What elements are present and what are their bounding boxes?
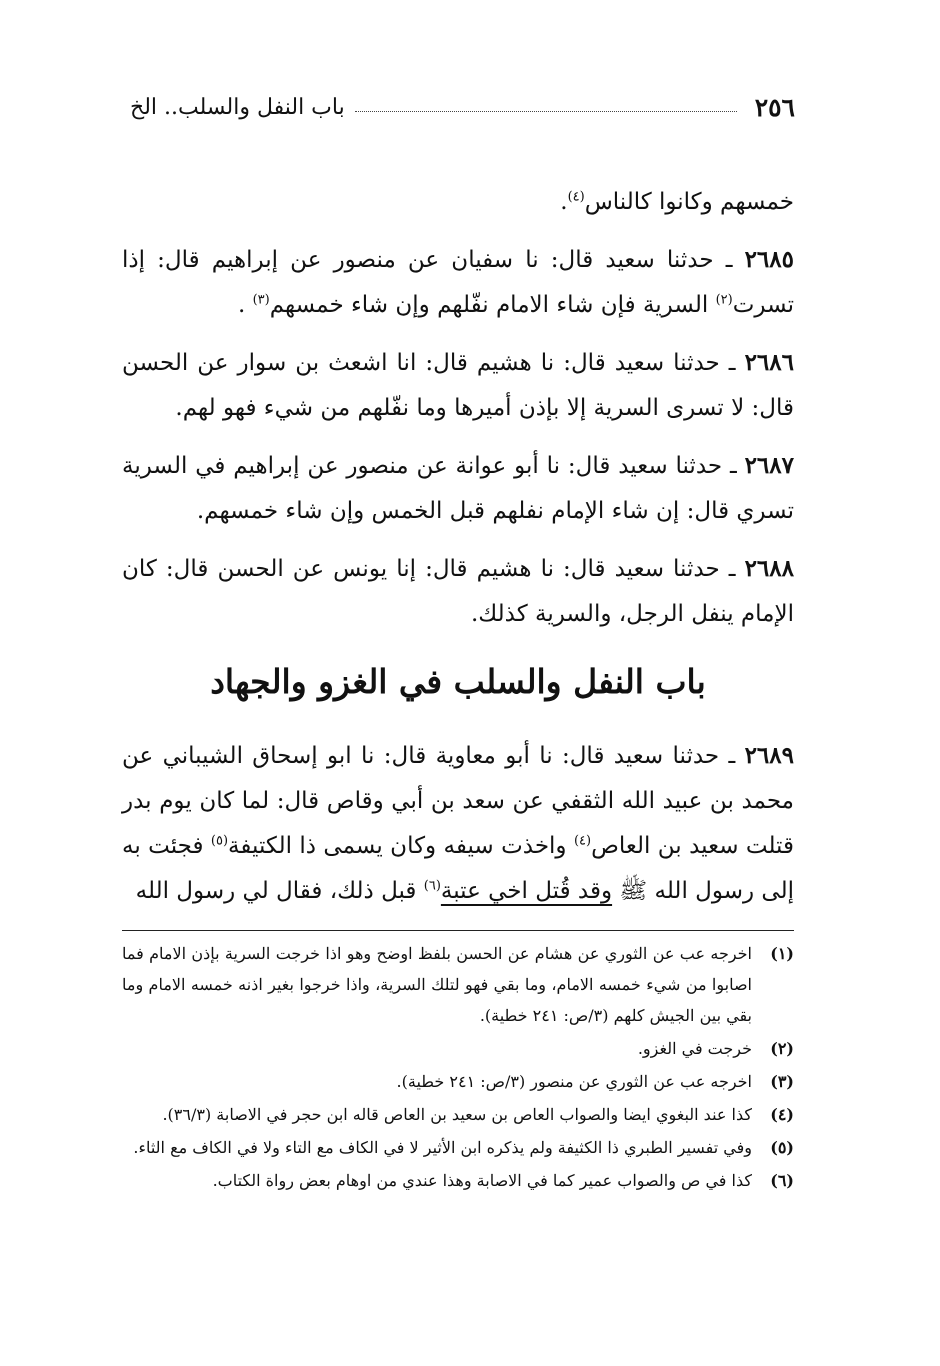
paragraph-text: قبل ذلك، فقال لي رسول الله (135, 878, 424, 904)
footnote-text: اخرجه عب عن الثوري عن هشام عن الحسن بلفظ اوضح وهو اذا خرجت السرية بإذن الامام فما اصابوا من شيء خمسه الامام، وما بقي فهو لتلك السرية، واذا خرجوا بغير اذنه خمسه الامام وما بقي بين الجيش كلهم (٣/ص: ٢٤١ خطية). (122, 944, 752, 1025)
paragraph-text: . (237, 292, 253, 318)
hadith-number: ٢٦٨٦ (744, 349, 794, 376)
page-number: ٢٥٦ (754, 92, 795, 122)
footnote-item (122, 1132, 794, 1163)
footnote-number: (٣) (770, 1072, 794, 1091)
hadith-2685 (122, 237, 794, 328)
hadith-number: ٢٦٨٩ (744, 742, 794, 769)
footnote-text: اخرجه عب عن الثوري عن منصور (٣/ص: ٢٤١ خطية). (396, 1072, 752, 1091)
paragraph-text: خمسهم وكانوا كالناس (584, 189, 794, 215)
footnote-number: (١) (770, 944, 794, 963)
paragraph-text: ـ حدثنا سعيد قال: نا أبو عوانة عن منصور عن إبراهيم في السرية تسري قال: إن شاء الإمام نفلهم قبل الخمس وإن شاء خمسهم. (122, 453, 794, 524)
main-text (122, 180, 794, 926)
footnote-item (122, 1066, 794, 1097)
hadith-number: ٢٦٨٧ (744, 452, 794, 479)
footnote-number: (٢) (770, 1039, 794, 1058)
footnote-text: كذا عند البغوي ايضا والصواب العاص بن سعيد بن العاص قاله ابن حجر في الاصابة (٣٦/٣). (162, 1105, 752, 1124)
footnote-separator (122, 930, 794, 931)
footnote-ref: (٢) (715, 292, 733, 308)
footnote-number: (٦) (770, 1171, 794, 1190)
chapter-title: باب النفل والسلب في الغزو والجهاد (210, 662, 706, 701)
paragraph-text: ـ حدثنا سعيد قال: نا هشيم قال: انا اشعث بن سوار عن الحسن قال: لا تسرى السرية إلا بإذن أميرها وما نفّلهم من شيء فهو لهم. (122, 350, 794, 421)
paragraph-text: ـ حدثنا سعيد قال: نا سفيان عن منصور عن إبراهيم قال: إذا تسرت (122, 247, 794, 318)
footnote-item (122, 1165, 794, 1196)
footnote-text: خرجت في الغزو. (637, 1039, 752, 1058)
hadith-2686 (122, 340, 794, 431)
paragraph-text: واخذت سيفه وكان يسمى ذا الكتيفة (228, 833, 574, 859)
footnote-number: (٥) (770, 1138, 794, 1157)
footnote-ref: (٣) (252, 292, 270, 308)
footnote-item (122, 1099, 794, 1130)
header-dotted-rule (355, 111, 737, 112)
footnote-item (122, 938, 794, 1031)
hadith-2689 (122, 733, 794, 914)
hadith-2687 (122, 443, 794, 534)
footnote-ref: (٤) (567, 189, 585, 205)
paragraph-text: . (560, 189, 568, 215)
footnote-text: كذا في ص والصواب عمير كما في الاصابة وهذا عندي من اوهام بعض رواة الكتاب. (212, 1171, 752, 1190)
footnote-ref: (٤) (573, 833, 592, 849)
underlined-text: وقد قُتل اخي عتبة (440, 878, 613, 904)
hadith-number: ٢٦٨٥ (744, 246, 794, 273)
paragraph-text: فجئت به إلى رسول الله ﷺ (122, 833, 794, 904)
footnote-text: وفي تفسير الطبري ذا الكثيفة ولم يذكره ابن الأثير لا في الكاف مع التاء ولا في الكاف مع الثاء. (133, 1138, 752, 1157)
paragraph-text: السرية فإن شاء الامام نفّلهم وإن شاء خمسهم (269, 292, 716, 318)
running-title: باب النفل والسلب.. الخ (130, 94, 345, 120)
footnote-ref: (٦) (423, 878, 441, 894)
footnote-number: (٤) (770, 1105, 794, 1124)
paragraph-text: ـ حدثنا سعيد قال: نا هشيم قال: إنا يونس عن الحسن قال: كان الإمام ينفل الرجل، والسرية كذلك. (122, 556, 794, 627)
hadith-number: ٢٦٨٨ (744, 555, 794, 582)
hadith-2688 (122, 546, 794, 637)
paragraph-text: ـ حدثنا سعيد قال: نا أبو معاوية قال: نا ابو إسحاق الشيباني عن محمد بن عبيد الله الثقفي عن سعد بن أبي وقاص قال: لما كان يوم بدر قتلت سعيد بن العاص (122, 743, 794, 859)
footnote-ref: (٥) (210, 833, 229, 849)
footnote-item (122, 1033, 794, 1064)
paragraph-continuation (122, 180, 794, 225)
running-header (130, 92, 795, 122)
footnotes (122, 938, 794, 1198)
